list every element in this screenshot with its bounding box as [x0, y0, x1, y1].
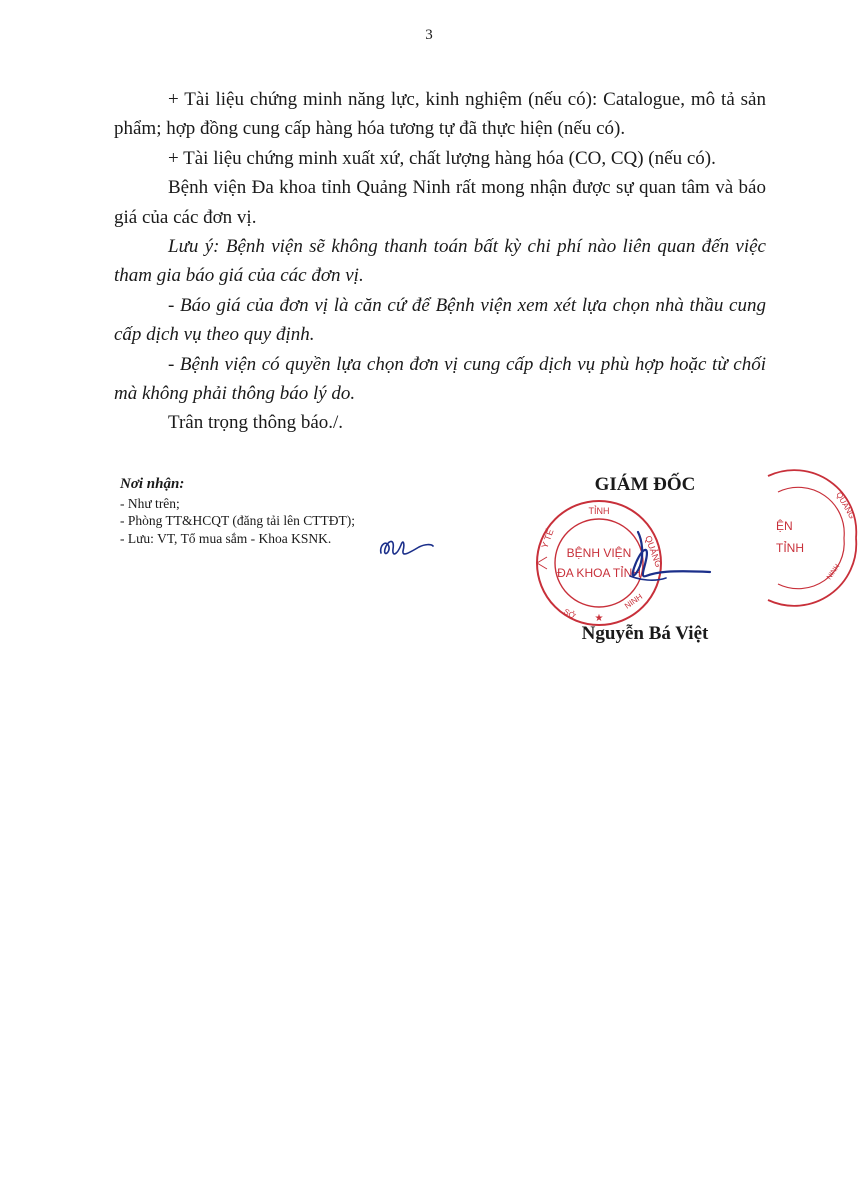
svg-text:TỈNH: TỈNH [776, 541, 804, 555]
svg-text:Y TẾ: Y TẾ [539, 527, 556, 550]
svg-text:ỆN: ỆN [776, 519, 793, 533]
body-paragraph: + Tài liệu chứng minh năng lực, kinh nghiệm (nếu có): Catalogue, mô tả sản phẩm; hợp đồng cung cấp hàng hóa tương tự đã thực hiện (nếu có). [114, 89, 766, 140]
body-paragraph: Trân trọng thông báo./. [168, 412, 344, 434]
svg-text:BỆNH VIỆN: BỆNH VIỆN [566, 546, 632, 560]
handwritten-initials [375, 527, 435, 563]
svg-text:ĐA KHOA TỈNH: ĐA KHOA TỈNH [557, 566, 641, 580]
body-paragraph: Bệnh viện Đa khoa tỉnh Quảng Ninh rất mong nhận được sự quan tâm và báo giá của các đơn vị. [114, 177, 766, 228]
svg-text:NINH: NINH [622, 592, 645, 611]
svg-text:QUẢNG: QUẢNG [834, 490, 857, 521]
body-paragraph: - Báo giá của đơn vị là căn cứ để Bệnh viện xem xét lựa chọn nhà thầu cung cấp dịch vụ theo quy định. [114, 294, 766, 346]
director-signature [600, 520, 715, 600]
svg-text:SỞ: SỞ [562, 606, 578, 621]
recipient-item: - Như trên; [120, 495, 180, 511]
svg-text:NINH: NINH [825, 563, 842, 582]
svg-text:QUẢNG: QUẢNG [643, 534, 664, 569]
svg-text:TỈNH: TỈNH [588, 506, 610, 516]
recipient-item: - Lưu: VT, Tổ mua sắm - Khoa KSNK. [120, 530, 332, 546]
recipients-heading: Nơi nhận: [120, 476, 185, 492]
body-text [114, 85, 766, 438]
svg-text:★: ★ [594, 613, 604, 624]
body-paragraph: - Bệnh viện có quyền lựa chọn đơn vị cung cấp dịch vụ phù hợp hoặc từ chối mà không phải thông báo lý do. [114, 353, 766, 405]
partial-stamp [748, 468, 858, 608]
body-paragraph: Lưu ý: Bệnh viện sẽ không thanh toán bất kỳ chi phí nào liên quan đến việc tham gia báo giá của các đơn vị. [114, 236, 766, 287]
page-number: 3 [425, 27, 433, 43]
signatory-name: Nguyễn Bá Việt [581, 623, 709, 644]
body-paragraph: + Tài liệu chứng minh xuất xứ, chất lượng hàng hóa (CO, CQ) (nếu có). [168, 147, 716, 169]
signatory-title: GIÁM ĐỐC [594, 474, 696, 495]
recipient-item: - Phòng TT&HCQT (đăng tải lên CTTĐT); [120, 513, 355, 528]
